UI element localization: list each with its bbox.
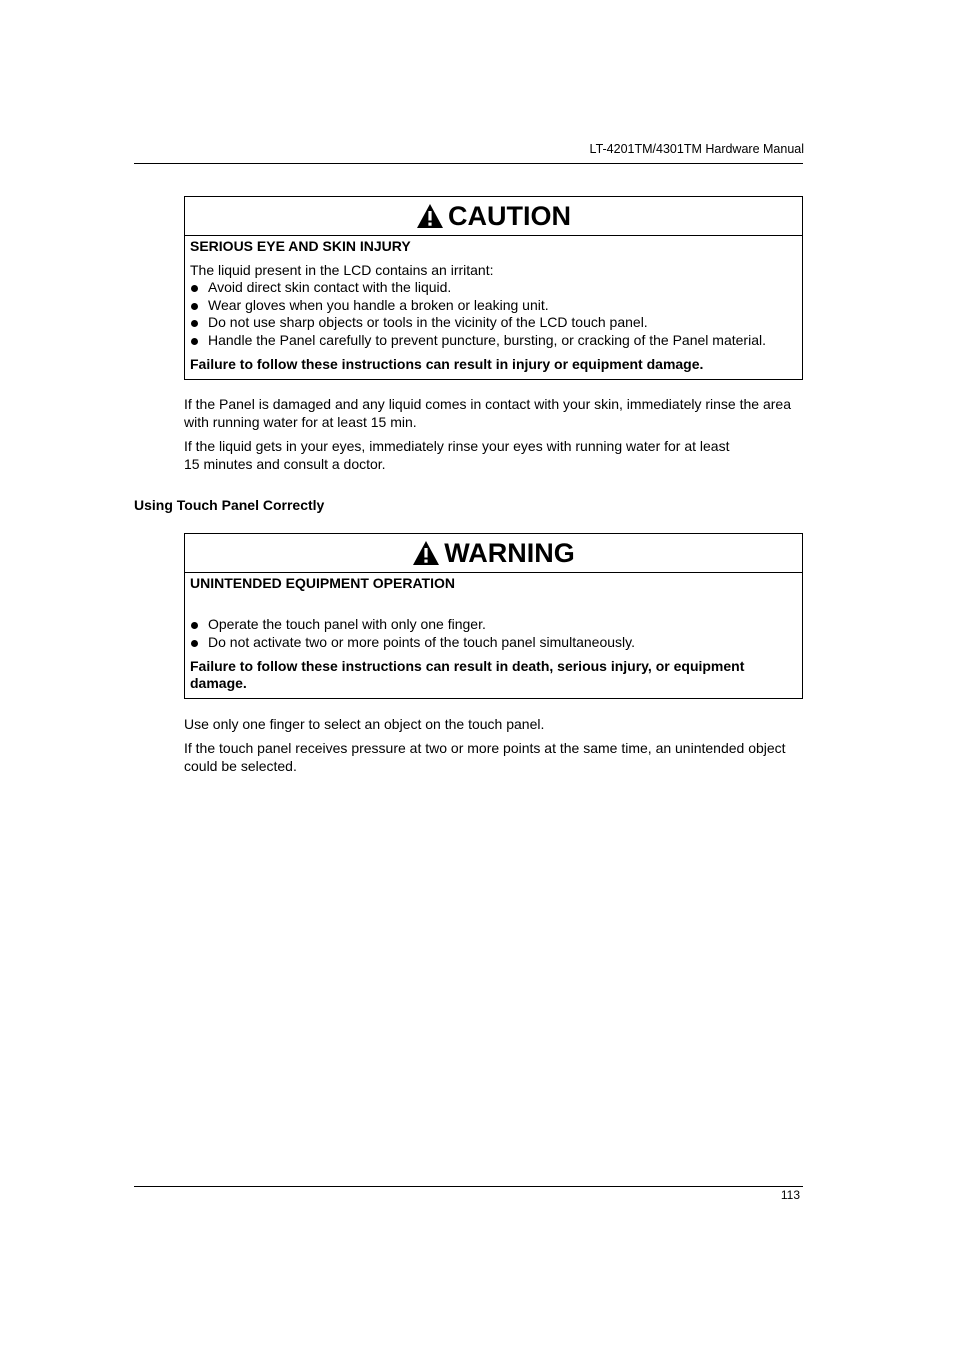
consequence-line: Failure to follow these instructions can result in death, serious injury, or equipment bbox=[190, 658, 745, 675]
caution-bullet-list bbox=[190, 279, 797, 349]
paragraph-line: If the liquid gets in your eyes, immediately rinse your eyes with running water for at least bbox=[184, 438, 730, 454]
paragraph-line: 15 minutes and consult a doctor. bbox=[184, 456, 386, 472]
eye-contact-paragraph bbox=[184, 437, 804, 473]
section-heading: Using Touch Panel Correctly bbox=[134, 497, 325, 513]
paragraph-line: If the Panel is damaged and any liquid comes in contact with your skin, immediately rinse the area bbox=[184, 396, 791, 412]
list-item bbox=[190, 634, 797, 652]
warning-signal-word: WARNING bbox=[444, 538, 575, 568]
caution-hazard-type: SERIOUS EYE AND SKIN INJURY bbox=[190, 238, 411, 254]
consequence-line: damage. bbox=[190, 675, 247, 692]
bullet-text: Handle the Panel carefully to prevent puncture, bursting, or cracking of the Panel material. bbox=[208, 331, 766, 348]
warning-consequence bbox=[190, 658, 797, 698]
bullet-icon bbox=[191, 303, 198, 310]
page-number: 113 bbox=[780, 1188, 800, 1202]
multi-point-paragraph bbox=[184, 739, 804, 775]
skin-contact-paragraph bbox=[184, 395, 804, 431]
bullet-text: Wear gloves when you handle a broken or leaking unit. bbox=[208, 296, 549, 313]
bullet-icon bbox=[191, 640, 198, 647]
footer-divider bbox=[134, 1186, 803, 1187]
header-divider bbox=[134, 163, 803, 164]
paragraph-line: could be selected. bbox=[184, 758, 297, 774]
warning-bullet-list bbox=[190, 616, 797, 651]
list-item bbox=[190, 279, 797, 297]
bullet-text: Do not activate two or more points of the touch panel simultaneously. bbox=[208, 633, 635, 650]
paragraph-line: If the touch panel receives pressure at two or more points at the same time, an unintended object bbox=[184, 740, 786, 756]
bullet-text: Do not use sharp objects or tools in the vicinity of the LCD touch panel. bbox=[208, 314, 648, 331]
caution-intro: The liquid present in the LCD contains an irritant: bbox=[190, 262, 494, 278]
paragraph-line: with running water for at least 15 min. bbox=[184, 414, 417, 430]
bullet-text: Operate the touch panel with only one finger. bbox=[208, 616, 486, 632]
warning-box bbox=[184, 533, 803, 699]
warning-triangle-icon bbox=[412, 540, 440, 566]
bullet-icon bbox=[191, 285, 198, 292]
list-item bbox=[190, 332, 797, 350]
list-item bbox=[190, 297, 797, 315]
caution-box bbox=[184, 196, 803, 380]
warning-hazard-type: UNINTENDED EQUIPMENT OPERATION bbox=[190, 575, 455, 591]
bullet-text: Avoid direct skin contact with the liquid. bbox=[208, 279, 452, 295]
warning-triangle-icon bbox=[416, 203, 444, 229]
paragraph-line: Use only one finger to select an object on the touch panel. bbox=[184, 716, 545, 732]
caution-header bbox=[185, 197, 802, 236]
list-item bbox=[190, 616, 797, 634]
one-finger-paragraph bbox=[184, 715, 804, 733]
caution-signal-word: CAUTION bbox=[448, 201, 571, 231]
bullet-icon bbox=[191, 320, 198, 327]
bullet-icon bbox=[191, 622, 198, 629]
warning-header bbox=[185, 534, 802, 573]
bullet-icon bbox=[191, 338, 198, 345]
list-item bbox=[190, 314, 797, 332]
manual-title: LT-4201TM/4301TM Hardware Manual bbox=[589, 142, 804, 156]
caution-consequence: Failure to follow these instructions can result in injury or equipment damage. bbox=[190, 356, 704, 373]
